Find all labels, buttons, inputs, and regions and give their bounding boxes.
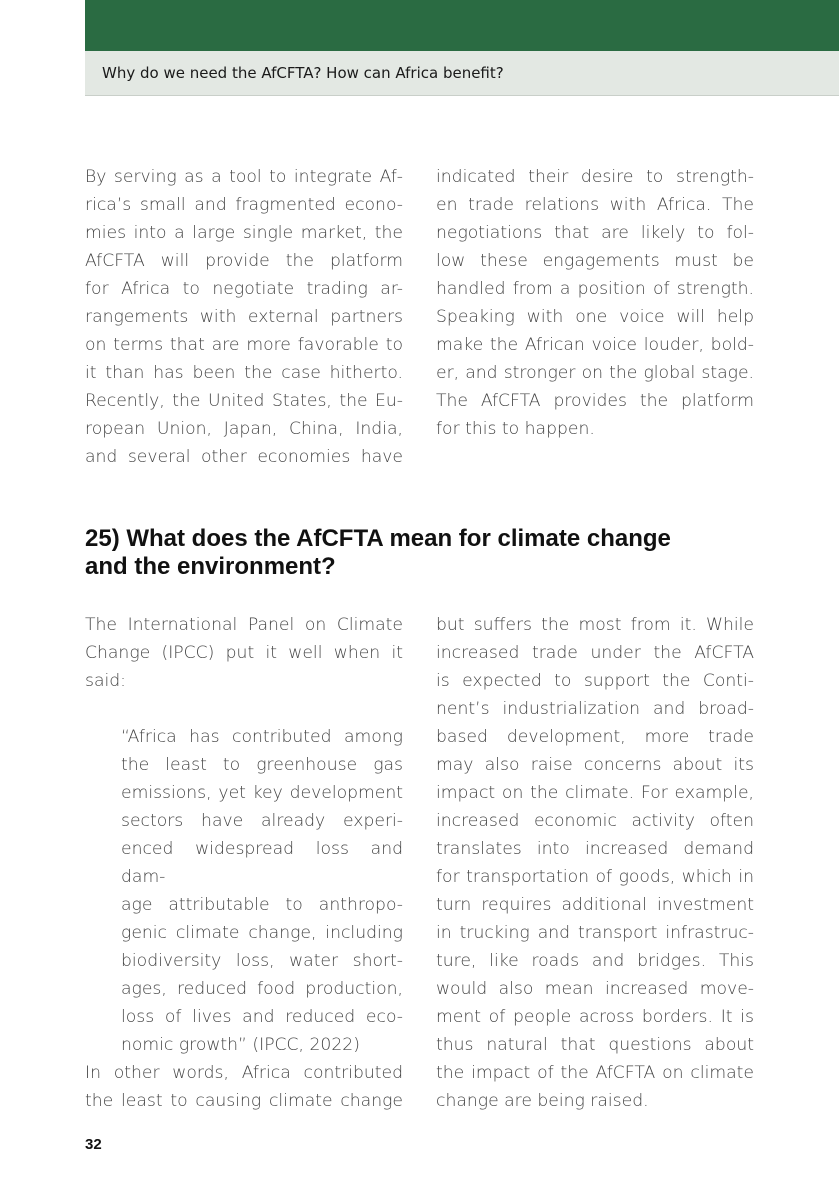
section-heading-line-2: and the environment? [85,553,336,580]
section-heading [85,525,785,581]
text-line: for this to happen. [436,419,595,439]
text-line: mies into a large single market, the [85,223,403,243]
text-line: the least to greenhouse gas [121,755,403,775]
text-line: ment of people across borders. It is [436,1007,754,1027]
text-line: it than has been the case hitherto. [85,363,403,383]
text-line: loss of lives and reduced eco- [121,1007,403,1027]
text-line: nomic growth” (IPCC, 2022) [121,1035,360,1055]
intro-column-right [436,163,754,443]
text-line: change are being raised. [436,1091,649,1111]
text-line: may also raise concerns about its [436,755,754,775]
text-line: ture, like roads and bridges. This [436,951,754,971]
text-line: translates into increased demand [436,839,754,859]
text-line: sectors have already experi- [121,811,403,831]
running-head: Why do we need the AfCFTA? How can Africa benefit? [102,64,504,82]
text-line: make the African voice louder, bold- [436,335,754,355]
text-line: genic climate change, including [121,923,403,943]
text-line: Speaking with one voice will help [436,307,754,327]
text-line: would also mean increased move- [436,979,754,999]
text-line: biodiversity loss, water short- [121,951,403,971]
section-heading-line-1: 25) What does the AfCFTA mean for climate change [85,525,671,552]
text-line: impact on the climate. For example, [436,783,754,803]
text-line: said: [85,671,126,691]
text-line: er, and stronger on the global stage. [436,363,754,383]
text-line: is expected to support the Conti- [436,671,754,691]
text-line: “Africa has contributed among [121,727,403,747]
text-line: indicated their desire to strength- [436,167,754,187]
text-line: rangements with external partners [85,307,403,327]
ipcc-quote [121,723,403,1059]
text-line: In other words, Africa contributed [85,1063,403,1083]
text-line: The AfCFTA provides the platform [436,391,754,411]
text-line: on terms that are more favorable to [85,335,403,355]
text-line: turn requires additional investment [436,895,754,915]
section-left-outro [85,1059,403,1115]
text-line: based development, more trade [436,727,754,747]
text-line: but suffers the most from it. While [436,615,754,635]
text-line: en trade relations with Africa. The [436,195,754,215]
page-number: 32 [85,1136,102,1153]
text-line: for Africa to negotiate trading ar- [85,279,403,299]
text-line: Recently, the United States, the Eu- [85,391,403,411]
running-head-bar [85,51,839,96]
text-line: By serving as a tool to integrate Af- [85,167,403,187]
text-line: rica’s small and fragmented econo- [85,195,403,215]
text-line: emissions, yet key development [121,783,403,803]
text-line: ropean Union, Japan, China, India, [85,419,403,439]
text-line: The International Panel on Climate [85,615,403,635]
text-line: increased economic activity often [436,811,754,831]
text-line: for transportation of goods, which in [436,867,754,887]
text-line: and several other economies have [85,447,403,467]
text-line: thus natural that questions about [436,1035,754,1055]
header-color-band [85,0,839,51]
text-line: Change (IPCC) put it well when it [85,643,403,663]
text-line: enced widespread loss and dam- [121,839,403,887]
text-line: nent’s industrialization and broad- [436,699,754,719]
section-left-intro [85,611,403,695]
text-line: increased trade under the AfCFTA [436,643,754,663]
text-line: the impact of the AfCFTA on climate [436,1063,754,1083]
text-line: in trucking and transport infrastruc- [436,923,754,943]
section-right-column [436,611,754,1115]
text-line: handled from a position of strength. [436,279,754,299]
text-line: low these engagements must be [436,251,754,271]
intro-column-left [85,163,403,471]
text-line: negotiations that are likely to fol- [436,223,754,243]
text-line: the least to causing climate change [85,1091,403,1111]
text-line: AfCFTA will provide the platform [85,251,403,271]
text-line: ages, reduced food production, [121,979,403,999]
text-line: age attributable to anthropo- [121,895,403,915]
